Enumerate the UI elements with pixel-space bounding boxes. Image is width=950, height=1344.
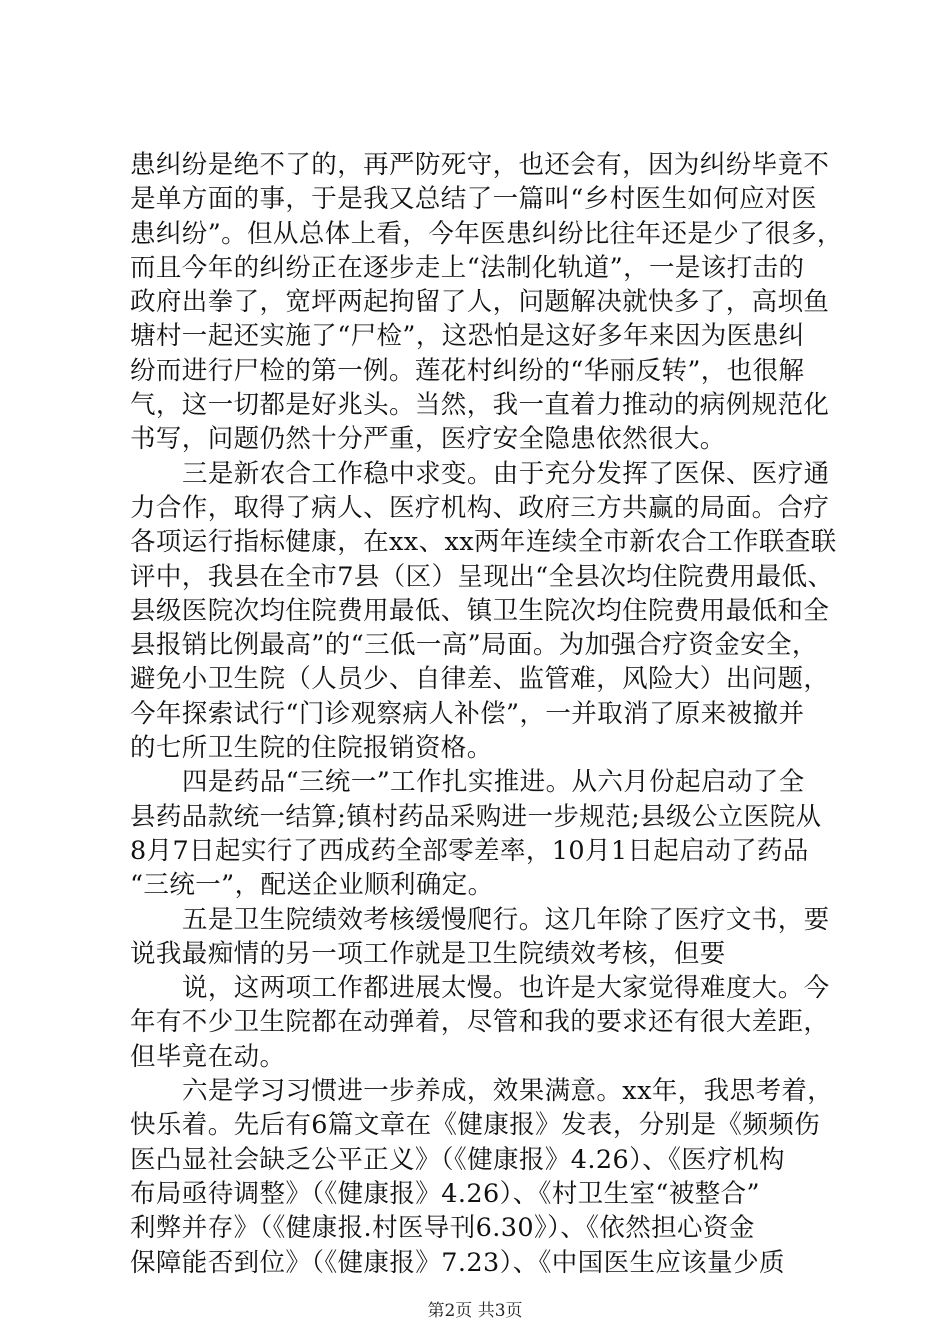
text-line: 是单方面的事，于是我又总结了一篇叫“乡村医生如何应对医 [130,184,817,215]
paragraph-first-line: 说，这两项工作都进展太慢。也许是大家觉得难度大。今 [182,973,830,1004]
text-line: 医凸显社会缺乏公平正义》（《健康报》4.26）、《医疗机构 [130,1144,785,1175]
text-line: 快乐着。先后有6篇文章在《健康报》发表，分别是《频频伤 [130,1110,821,1141]
text-line: 但毕竟在动。 [130,1041,286,1072]
text-line: 气，这一切都是好兆头。当然，我一直着力推动的病例规范化 [130,390,830,421]
text-line: 塘村一起还实施了“尸检”，这恐怕是这好多年来因为医患纠 [130,321,805,352]
paragraph-first-line: 三是新农合工作稳中求变。由于充分发挥了医保、医疗通 [182,458,830,489]
text-line: 各项运行指标健康，在xx、xx两年连续全市新农合工作联查联 [130,527,837,558]
paragraph-first-line: 六是学习习惯进一步养成，效果满意。xx年，我思考着， [182,1076,834,1107]
text-line: 保障能否到位》（《健康报》7.23）、《中国医生应该量少质 [130,1247,785,1278]
text-line: 8月7日起实行了西成药全部零差率，10月1日起启动了药品 [130,835,809,866]
text-line: 而且今年的纠纷正在逐步走上“法制化轨道”，一是该打击的 [130,252,805,283]
text-line: 年有不少卫生院都在动弹着，尽管和我的要求还有很大差距， [130,1007,830,1038]
body-text [130,148,843,1280]
paragraph-first-line: 五是卫生院绩效考核缓慢爬行。这几年除了医疗文书，要 [182,904,830,935]
text-line: 政府出拳了，宽坪两起拘留了人，问题解决就快多了，高坝鱼 [130,287,830,318]
text-line: 避免小卫生院（人员少、自律差、监管难，风险大）出问题， [130,664,830,695]
text-line: 县报销比例最高”的“三低一高”局面。为加强合疗资金安全， [130,630,818,661]
text-line: 今年探索试行“门诊观察病人补偿”，一并取消了原来被撤并 [130,698,805,729]
text-line: 纷而进行尸检的第一例。莲花村纠纷的“华丽反转”，也很解 [130,355,805,386]
text-line: 利弊并存》（《健康报.村医导刊6.30》）、《依然担心资金 [130,1213,755,1244]
text-line: 的七所卫生院的住院报销资格。 [130,733,493,764]
text-line: 县级医院次均住院费用最低、镇卫生院次均住院费用最低和全 [130,595,830,626]
text-line: 患纠纷”。但从总体上看，今年医患纠纷比往年还是少了很多， [130,218,843,249]
text-line: 说我最痴情的另一项工作就是卫生院绩效考核，但要 [130,938,726,969]
text-line: 评中，我县在全市7县（区）呈现出“全县次均住院费用最低、 [130,561,834,592]
text-line: “三统一”，配送企业顺利确定。 [130,870,494,901]
paragraph-first-line: 四是药品“三统一”工作扎实推进。从六月份起启动了全 [182,767,805,798]
text-line: 布局亟待调整》（《健康报》4.26）、《村卫生室“被整合” [130,1178,760,1209]
text-line: 患纠纷是绝不了的，再严防死守，也还会有，因为纠纷毕竟不 [130,150,830,180]
text-line: 县药品款统一结算;镇村药品采购进一步规范;县级公立医院从 [130,801,822,832]
text-line: 书写，问题仍然十分严重，医疗安全隐患依然很大。 [130,424,726,455]
text-line: 力合作，取得了病人、医疗机构、政府三方共赢的局面。合疗 [130,492,830,523]
page-footer: 第2页 共3页 [427,1301,523,1321]
